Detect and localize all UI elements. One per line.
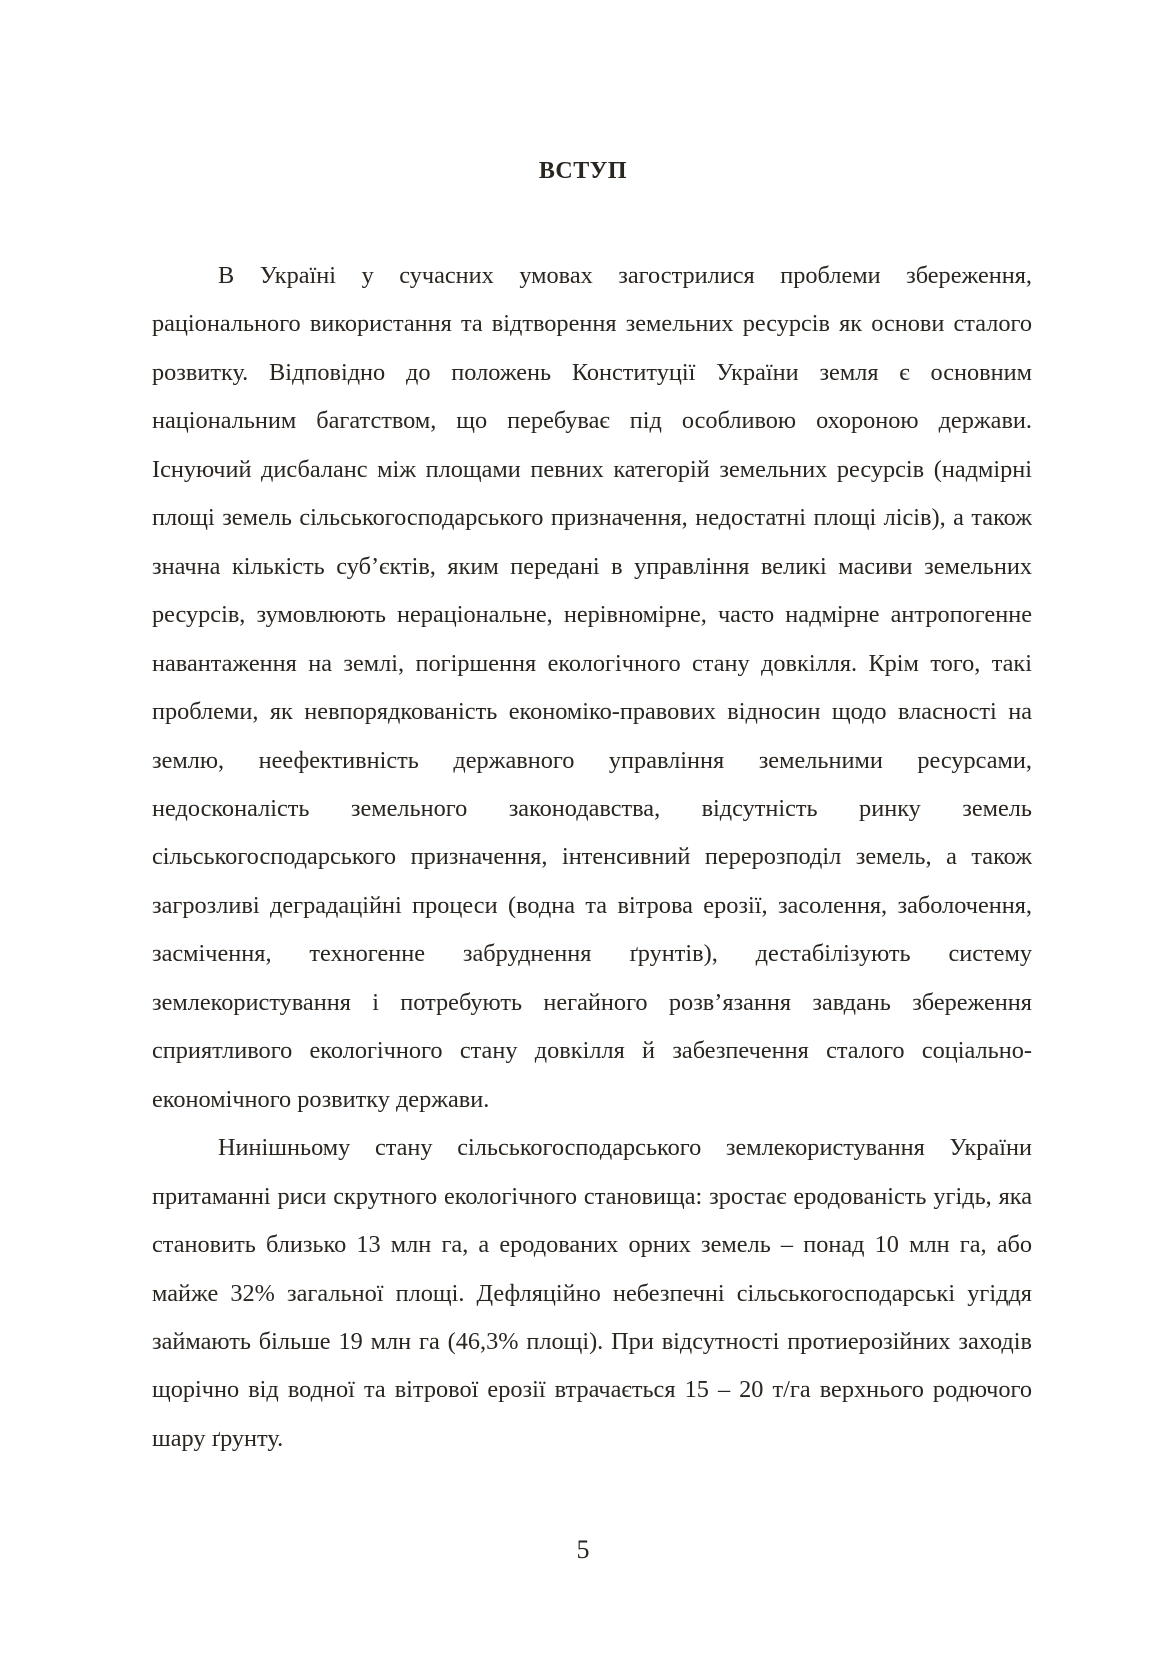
paragraph-1: В Україні у сучасних умовах загострилися проблеми збереження, раціонального використання та відтворення земельних ресурсів як основи сталого розвитку. Відповідно до положень Конституції України земля є основним національним багатством, що перебуває під особливою охороною держави. Існуючий дисбаланс між площами певних категорій земельних ресурсів (надмірні площі земель сільськогосподарського призначення, недостатні площі лісів), а також значна кількість суб’єктів, яким передані в управління великі масиви земельних ресурсів, зумовлюють нераціональне, нерівномірне, часто надмірне антропогенне навантаження на землі, погіршення екологічного стану довкілля. Крім того, такі проблеми, як невпорядкованість економіко-правових відносин щодо власності на землю, неефективність державного управління земельними ресурсами, недосконалість земельного законодавства, відсутність ринку земель сільськогосподарського призначення, інтенсивний перерозподіл земель, а також загрозливі деградаційні процеси (водна та вітрова ерозії, засолення, заболочення, засмічення, техногенне забруднення ґрунтів), дестабілізують систему землекористування і потребують негайного розв’язання завдань збереження сприятливого екологічного стану довкілля й забезпечення сталого соціально-економічного розвитку держави. (152, 262, 1032, 1113)
paragraph-2: Нинішньому стану сільськогосподарського землекористування України притаманні риси скрутного екологічного становища: зростає еродованість угідь, яка становить близько 13 млн га, а еродованих орних земель – понад 10 млн га, або майже 32% загальної площі. Дефляційно небезпечні сільськогосподарські угіддя займають більше 19 млн га (46,3% площі). При відсутності протиерозійних заходів щорічно від водної та вітрової ерозії втрачається 15 – 20 т/га верхнього родючого шару ґрунту. (152, 1134, 1032, 1452)
page-number: 5 (576, 1535, 590, 1564)
page-title: ВСТУП (538, 158, 628, 184)
body-text (152, 252, 1032, 1463)
